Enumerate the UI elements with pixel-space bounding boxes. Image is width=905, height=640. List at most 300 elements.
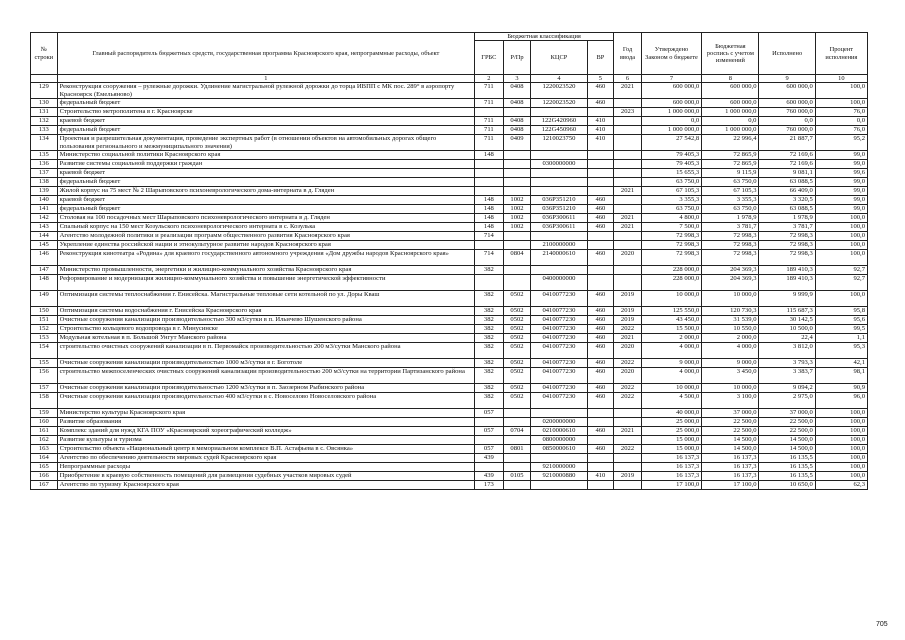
commission-year <box>614 275 642 291</box>
kcsr-code: 0210000610 <box>531 427 587 436</box>
table-row <box>31 232 868 241</box>
executed-amount: 72 169,6 <box>759 151 815 160</box>
commission-year <box>614 196 642 205</box>
kcsr-code: 122G420960 <box>531 117 587 126</box>
kcsr-code: 0800000000 <box>531 436 587 445</box>
grbs-code: 382 <box>475 343 504 359</box>
row-number: 157 <box>31 384 58 393</box>
kcsr-code: 0410077230 <box>531 368 587 384</box>
kcsr-code: 0300000000 <box>531 160 587 169</box>
grbs-code: 382 <box>475 368 504 384</box>
table-row <box>31 126 868 135</box>
commission-year: 2022 <box>614 384 642 393</box>
commission-year: 2022 <box>614 445 642 454</box>
kcsr-code: 9210000880 <box>531 472 587 481</box>
header-grbs: ГРБС <box>475 41 504 75</box>
executed-amount: 72 169,6 <box>759 160 815 169</box>
execution-percent: 100,0 <box>815 83 867 99</box>
executed-amount: 189 410,3 <box>759 266 815 275</box>
vr-code <box>587 241 614 250</box>
table-row <box>31 214 868 223</box>
kcsr-code: 0410077230 <box>531 307 587 316</box>
grbs-code: 148 <box>475 223 504 232</box>
rpr-code: 0408 <box>503 117 531 126</box>
row-number: 153 <box>31 334 58 343</box>
kcsr-code <box>531 108 587 117</box>
table-row <box>31 83 868 99</box>
grbs-code: 057 <box>475 427 504 436</box>
table-header <box>31 33 868 83</box>
approved-amount: 27 542,8 <box>641 135 701 151</box>
approved-amount: 15 500,0 <box>641 325 701 334</box>
budget-list-amount: 10 000,0 <box>702 384 759 393</box>
approved-amount: 72 998,3 <box>641 250 701 266</box>
object-name: федеральный бюджет <box>57 99 474 108</box>
row-number: 156 <box>31 368 58 384</box>
executed-amount: 2 975,0 <box>759 393 815 409</box>
commission-year <box>614 454 642 463</box>
grbs-code: 711 <box>475 83 504 99</box>
rpr-code <box>503 418 531 427</box>
budget-list-amount: 9 115,9 <box>702 169 759 178</box>
execution-percent: 99,0 <box>815 205 867 214</box>
approved-amount: 16 137,3 <box>641 463 701 472</box>
execution-percent: 90,9 <box>815 384 867 393</box>
rpr-code <box>503 151 531 160</box>
row-number: 151 <box>31 316 58 325</box>
table-body <box>31 83 868 490</box>
rpr-code: 0502 <box>503 384 531 393</box>
header-kcsr: КЦСР <box>531 41 587 75</box>
kcsr-code: 0410077230 <box>531 291 587 307</box>
commission-year <box>614 178 642 187</box>
grbs-code: 148 <box>475 151 504 160</box>
executed-amount: 16 135,5 <box>759 472 815 481</box>
vr-code <box>587 275 614 291</box>
vr-code: 460 <box>587 214 614 223</box>
rpr-code: 0408 <box>503 83 531 99</box>
row-number: 131 <box>31 108 58 117</box>
execution-percent: 98,1 <box>815 368 867 384</box>
vr-code <box>587 463 614 472</box>
vr-code <box>587 418 614 427</box>
object-name: федеральный бюджет <box>57 205 474 214</box>
commission-year <box>614 117 642 126</box>
budget-list-amount: 14 500,0 <box>702 445 759 454</box>
header-executed: Исполнено <box>759 33 815 75</box>
vr-code: 460 <box>587 384 614 393</box>
header-row-number: № строки <box>31 33 58 75</box>
object-name: Министерство культуры Красноярского края <box>57 409 474 418</box>
kcsr-code <box>531 454 587 463</box>
approved-amount: 63 750,0 <box>641 178 701 187</box>
column-number: 1 <box>57 75 474 83</box>
budget-list-amount: 0,0 <box>702 117 759 126</box>
table-row <box>31 187 868 196</box>
approved-amount: 4 000,0 <box>641 368 701 384</box>
vr-code <box>587 160 614 169</box>
table-row <box>31 250 868 266</box>
rpr-code: 0502 <box>503 291 531 307</box>
grbs-code: 711 <box>475 135 504 151</box>
budget-list-amount: 22 996,4 <box>702 135 759 151</box>
object-name: Реконструкция кинотеатра «Родина» для краевого государственного автономного учреждения «Дом дружбы народов Красноярского края» <box>57 250 474 266</box>
executed-amount: 14 500,0 <box>759 445 815 454</box>
vr-code: 410 <box>587 472 614 481</box>
rpr-code <box>503 160 531 169</box>
table-row <box>31 241 868 250</box>
object-name: Оптимизация системы теплоснабжения г. Енисейска. Магистральные тепловые сети котельной по ул. Доры Кваш <box>57 291 474 307</box>
rpr-code: 1002 <box>503 223 531 232</box>
execution-percent: 92,7 <box>815 275 867 291</box>
execution-percent: 100,0 <box>815 454 867 463</box>
row-number: 141 <box>31 205 58 214</box>
execution-percent: 100,0 <box>815 223 867 232</box>
row-number: 144 <box>31 232 58 241</box>
header-name: Главный распорядитель бюджетных средств, государственная программа Красноярского края, непрограммные расходы, объект <box>57 33 474 75</box>
approved-amount: 79 405,3 <box>641 160 701 169</box>
executed-amount: 760 000,0 <box>759 108 815 117</box>
budget-list-amount: 72 998,3 <box>702 232 759 241</box>
object-name: Реконструкция сооружения – рулежные дорожки. Удлинение магистральной рулежной дорожки до торца ИВПП с МК пос. 289° в аэропорту Красноярск (Емельяново) <box>57 83 474 99</box>
budget-list-amount: 72 865,9 <box>702 151 759 160</box>
executed-amount: 63 088,5 <box>759 178 815 187</box>
object-name: Жилой корпус на 75 мест № 2 Шарыповского психоневрологического дома-интерната в д. Гляден <box>57 187 474 196</box>
commission-year <box>614 99 642 108</box>
executed-amount: 9 081,1 <box>759 169 815 178</box>
vr-code <box>587 108 614 117</box>
rpr-code <box>503 187 531 196</box>
approved-amount: 15 655,3 <box>641 169 701 178</box>
execution-percent: 99,6 <box>815 169 867 178</box>
execution-percent: 95,2 <box>815 135 867 151</box>
row-number: 146 <box>31 250 58 266</box>
execution-percent: 76,0 <box>815 108 867 117</box>
vr-code: 460 <box>587 83 614 99</box>
executed-amount: 10 500,0 <box>759 325 815 334</box>
commission-year <box>614 481 642 490</box>
approved-amount: 10 000,0 <box>641 384 701 393</box>
budget-list-amount: 600 000,0 <box>702 99 759 108</box>
kcsr-code: 0400000000 <box>531 275 587 291</box>
budget-list-amount: 16 137,3 <box>702 454 759 463</box>
table-row <box>31 481 868 490</box>
rpr-code: 0105 <box>503 472 531 481</box>
approved-amount: 67 105,3 <box>641 187 701 196</box>
budget-list-amount: 1 000 000,0 <box>702 126 759 135</box>
approved-amount: 228 000,0 <box>641 266 701 275</box>
column-number: 5 <box>587 75 614 83</box>
budget-list-amount: 22 500,0 <box>702 427 759 436</box>
executed-amount: 16 135,5 <box>759 463 815 472</box>
commission-year: 2020 <box>614 343 642 359</box>
execution-percent: 100,0 <box>815 445 867 454</box>
table-row <box>31 291 868 307</box>
execution-percent: 92,7 <box>815 266 867 275</box>
kcsr-code <box>531 232 587 241</box>
table-row <box>31 99 868 108</box>
row-number: 161 <box>31 427 58 436</box>
executed-amount: 16 135,5 <box>759 454 815 463</box>
commission-year: 2021 <box>614 83 642 99</box>
executed-amount: 22 500,0 <box>759 418 815 427</box>
approved-amount: 7 500,0 <box>641 223 701 232</box>
kcsr-code: 0200000000 <box>531 418 587 427</box>
rpr-code: 0502 <box>503 359 531 368</box>
object-name: Очистные сооружения канализации производительностью 400 м3/сутки в с. Новоселово Новоселовского района <box>57 393 474 409</box>
commission-year <box>614 463 642 472</box>
commission-year: 2021 <box>614 214 642 223</box>
object-name: Столовая на 100 посадочных мест Шарыповского психоневрологического интерната в д. Гляден <box>57 214 474 223</box>
approved-amount: 0,0 <box>641 117 701 126</box>
kcsr-code: 0410077230 <box>531 316 587 325</box>
budget-list-amount: 63 750,0 <box>702 178 759 187</box>
grbs-code: 711 <box>475 99 504 108</box>
rpr-code <box>503 178 531 187</box>
vr-code: 460 <box>587 307 614 316</box>
grbs-code: 382 <box>475 266 504 275</box>
grbs-code <box>475 241 504 250</box>
vr-code <box>587 187 614 196</box>
approved-amount: 25 000,0 <box>641 427 701 436</box>
row-number: 155 <box>31 359 58 368</box>
table-row <box>31 325 868 334</box>
execution-percent: 1,1 <box>815 334 867 343</box>
object-name: Развитие культуры и туризма <box>57 436 474 445</box>
header-year: Год ввода <box>614 33 642 75</box>
commission-year <box>614 126 642 135</box>
commission-year <box>614 135 642 151</box>
object-name: краевой бюджет <box>57 117 474 126</box>
column-number: 7 <box>641 75 701 83</box>
table-row <box>31 316 868 325</box>
vr-code: 460 <box>587 99 614 108</box>
executed-amount: 115 687,3 <box>759 307 815 316</box>
execution-percent: 96,0 <box>815 393 867 409</box>
approved-amount: 228 000,0 <box>641 275 701 291</box>
object-name: строительство межпоселенческих очистных сооружений канализации производительностью 200 м3/сутки на территории Партизанского района <box>57 368 474 384</box>
kcsr-code: 036P351210 <box>531 196 587 205</box>
row-number: 129 <box>31 83 58 99</box>
execution-percent: 100,0 <box>815 418 867 427</box>
object-name: федеральный бюджет <box>57 126 474 135</box>
vr-code <box>587 169 614 178</box>
object-name: Очистные сооружения канализации производительностью 1200 м3/сутки в п. Заозерном Рыбинского района <box>57 384 474 393</box>
kcsr-code <box>531 178 587 187</box>
executed-amount: 600 000,0 <box>759 99 815 108</box>
vr-code: 410 <box>587 126 614 135</box>
budget-list-amount: 72 998,3 <box>702 241 759 250</box>
vr-code: 460 <box>587 291 614 307</box>
rpr-code: 1002 <box>503 214 531 223</box>
table-row <box>31 384 868 393</box>
rpr-code: 0801 <box>503 445 531 454</box>
grbs-code: 057 <box>475 409 504 418</box>
approved-amount: 1 000 000,0 <box>641 126 701 135</box>
row-number: 150 <box>31 307 58 316</box>
executed-amount: 30 142,5 <box>759 316 815 325</box>
executed-amount: 9 999,9 <box>759 291 815 307</box>
commission-year: 2021 <box>614 187 642 196</box>
header-percent: Процент исполнения <box>815 33 867 75</box>
grbs-code <box>475 169 504 178</box>
kcsr-code <box>531 169 587 178</box>
table-row <box>31 117 868 126</box>
budget-list-amount: 204 369,3 <box>702 266 759 275</box>
table-row <box>31 266 868 275</box>
execution-percent: 62,3 <box>815 481 867 490</box>
table-row <box>31 418 868 427</box>
object-name: Проектная и разрешительная документация, проведение экспертных работ (в отношении объектов на автомобильных дорогах общего пользования регионального и межмуниципального значения) <box>57 135 474 151</box>
grbs-code: 714 <box>475 250 504 266</box>
table-row <box>31 160 868 169</box>
row-number: 148 <box>31 275 58 291</box>
grbs-code: 382 <box>475 307 504 316</box>
executed-amount: 63 088,5 <box>759 205 815 214</box>
grbs-code: 173 <box>475 481 504 490</box>
row-number: 145 <box>31 241 58 250</box>
column-number: 2 <box>475 75 504 83</box>
vr-code: 460 <box>587 205 614 214</box>
execution-percent: 76,0 <box>815 126 867 135</box>
rpr-code <box>503 436 531 445</box>
column-number-row <box>31 75 868 83</box>
approved-amount: 79 405,3 <box>641 151 701 160</box>
table-row <box>31 178 868 187</box>
table-row <box>31 108 868 117</box>
rpr-code <box>503 108 531 117</box>
commission-year <box>614 169 642 178</box>
table-row <box>31 454 868 463</box>
rpr-code: 0502 <box>503 368 531 384</box>
approved-amount: 2 000,0 <box>641 334 701 343</box>
row-number: 138 <box>31 178 58 187</box>
row-number: 159 <box>31 409 58 418</box>
approved-amount: 15 000,0 <box>641 445 701 454</box>
row-number: 165 <box>31 463 58 472</box>
kcsr-code <box>531 481 587 490</box>
kcsr-code: 0410077230 <box>531 384 587 393</box>
approved-amount: 4 500,0 <box>641 393 701 409</box>
commission-year: 2021 <box>614 223 642 232</box>
budget-list-amount: 120 730,3 <box>702 307 759 316</box>
object-name: Агентство молодежной политики и реализации программ общественного развития Красноярского края <box>57 232 474 241</box>
approved-amount: 15 000,0 <box>641 436 701 445</box>
executed-amount: 0,0 <box>759 117 815 126</box>
budget-list-amount: 3 100,0 <box>702 393 759 409</box>
execution-percent: 100,0 <box>815 214 867 223</box>
grbs-code: 382 <box>475 359 504 368</box>
rpr-code <box>503 169 531 178</box>
executed-amount: 3 781,7 <box>759 223 815 232</box>
execution-percent: 99,0 <box>815 160 867 169</box>
table-row <box>31 427 868 436</box>
rpr-code: 0409 <box>503 135 531 151</box>
commission-year <box>614 241 642 250</box>
commission-year: 2021 <box>614 334 642 343</box>
approved-amount: 16 137,3 <box>641 472 701 481</box>
kcsr-code: 036P300611 <box>531 214 587 223</box>
vr-code <box>587 178 614 187</box>
grbs-code <box>475 187 504 196</box>
rpr-code: 0502 <box>503 307 531 316</box>
column-number: 9 <box>759 75 815 83</box>
execution-percent: 42,1 <box>815 359 867 368</box>
execution-percent: 100,0 <box>815 409 867 418</box>
executed-amount: 72 998,3 <box>759 232 815 241</box>
grbs-code: 382 <box>475 316 504 325</box>
commission-year <box>614 232 642 241</box>
budget-list-amount: 14 500,0 <box>702 436 759 445</box>
vr-code: 460 <box>587 196 614 205</box>
grbs-code <box>475 160 504 169</box>
header-budget-list: Бюджетная роспись с учетом изменений <box>702 33 759 75</box>
object-name: Очистные сооружения канализации производительностью 300 м3/сутки в п. Ильичево Шушенского района <box>57 316 474 325</box>
executed-amount: 189 410,3 <box>759 275 815 291</box>
rpr-code <box>503 454 531 463</box>
budget-list-amount: 67 105,3 <box>702 187 759 196</box>
commission-year: 2019 <box>614 291 642 307</box>
rpr-code: 0502 <box>503 325 531 334</box>
budget-list-amount: 16 137,3 <box>702 472 759 481</box>
kcsr-code: 1220023520 <box>531 99 587 108</box>
commission-year: 2020 <box>614 250 642 266</box>
executed-amount: 3 812,0 <box>759 343 815 359</box>
vr-code: 460 <box>587 427 614 436</box>
object-name: Спальный корпус на 150 мест Козульского психоневрологического интерната в с. Козулька <box>57 223 474 232</box>
commission-year: 2022 <box>614 359 642 368</box>
rpr-code <box>503 481 531 490</box>
rpr-code: 0502 <box>503 343 531 359</box>
commission-year: 2021 <box>614 427 642 436</box>
executed-amount: 22 500,0 <box>759 427 815 436</box>
object-name: Укрепление единства российской нации и этнокультурное развитие народов Красноярского края <box>57 241 474 250</box>
execution-percent: 100,0 <box>815 241 867 250</box>
object-name: Министерство промышленности, энергетики и жилищно-коммунального хозяйства Красноярского края <box>57 266 474 275</box>
table-row <box>31 151 868 160</box>
commission-year: 2020 <box>614 368 642 384</box>
approved-amount: 43 450,0 <box>641 316 701 325</box>
row-number: 163 <box>31 445 58 454</box>
rpr-code <box>503 232 531 241</box>
row-number: 133 <box>31 126 58 135</box>
approved-amount: 3 355,3 <box>641 196 701 205</box>
header-vr: ВР <box>587 41 614 75</box>
kcsr-code <box>531 187 587 196</box>
budget-table <box>30 32 868 490</box>
approved-amount: 600 000,0 <box>641 83 701 99</box>
budget-list-amount: 3 781,7 <box>702 223 759 232</box>
executed-amount: 22,4 <box>759 334 815 343</box>
object-name: краевой бюджет <box>57 169 474 178</box>
vr-code: 460 <box>587 368 614 384</box>
grbs-code <box>475 418 504 427</box>
commission-year <box>614 436 642 445</box>
approved-amount: 10 000,0 <box>641 291 701 307</box>
kcsr-code <box>531 409 587 418</box>
approved-amount: 17 100,0 <box>641 481 701 490</box>
execution-percent: 99,5 <box>815 325 867 334</box>
object-name: Оптимизация системы водоснабжения г. Енисейска Красноярского края <box>57 307 474 316</box>
vr-code <box>587 232 614 241</box>
approved-amount: 600 000,0 <box>641 99 701 108</box>
budget-list-amount: 17 100,0 <box>702 481 759 490</box>
row-number: 140 <box>31 196 58 205</box>
row-number: 142 <box>31 214 58 223</box>
approved-amount: 40 000,0 <box>641 409 701 418</box>
executed-amount: 600 000,0 <box>759 83 815 99</box>
kcsr-code: 0850000610 <box>531 445 587 454</box>
